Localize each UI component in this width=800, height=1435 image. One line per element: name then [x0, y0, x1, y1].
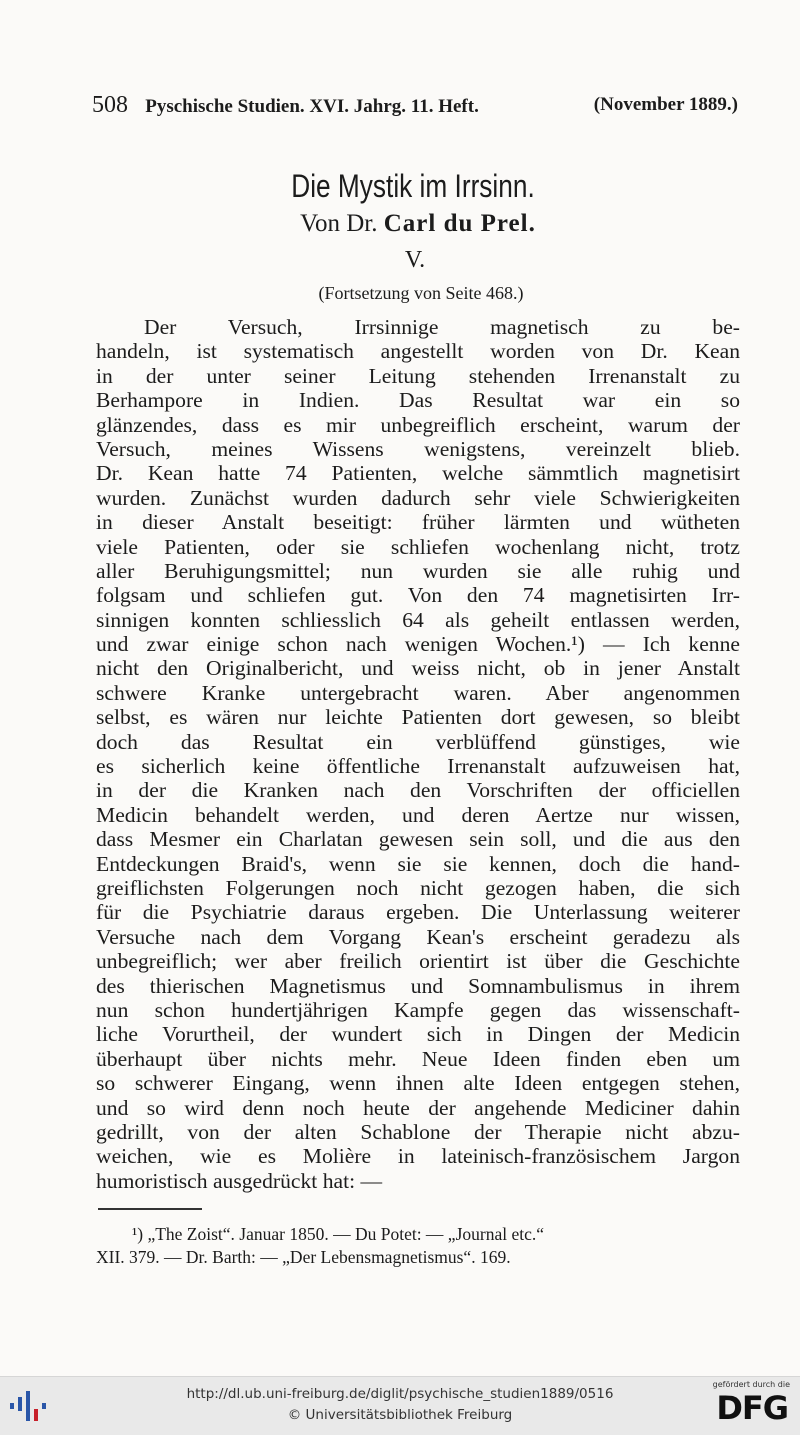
- body-line: selbst, es wären nur leichte Patienten dort gewesen, so bleibt: [96, 705, 740, 730]
- body-line: aller Beruhigungsmittel; nun wurden sie alle ruhig und: [96, 558, 740, 583]
- body-line: in der die Kranken nach den Vorschriften der officiellen: [96, 778, 740, 803]
- body-line: weichen, wie es Molière in lateinisch-französischem Jargon: [96, 1144, 740, 1169]
- body-line: für die Psychiatrie daraus ergeben. Die Unterlassung weiterer: [96, 900, 740, 925]
- body-line: doch das Resultat ein verblüffend günstiges, wie: [96, 729, 740, 754]
- body-line: wurden. Zunächst wurden dadurch sehr viele Schwierigkeiten: [96, 485, 740, 510]
- body-line: in dieser Anstalt beseitigt: früher lärmten und wütheten: [96, 510, 740, 535]
- article-title: Die Mystik im Irrsinn.: [291, 168, 535, 204]
- body-line: nun schon hundertjährigen Kampfe gegen das wissenschaft-: [96, 997, 740, 1022]
- body-line: Versuch, meines Wissens wenigstens, vereinzelt blieb.: [96, 436, 740, 461]
- body-line: in der unter seiner Leitung stehenden Irrenanstalt zu: [96, 363, 740, 388]
- journal-title: Pyschische Studien. XVI. Jahrg. 11. Heft.: [145, 96, 479, 117]
- page-url-link[interactable]: http://dl.ub.uni-freiburg.de/diglit/psychische_studien1889/0516: [186, 1386, 614, 1402]
- body-line: glänzendes, dass es mir unbegreiflich erscheint, warum der: [96, 412, 740, 437]
- body-line: handeln, ist systematisch angestellt worden von Dr. Kean: [96, 339, 740, 364]
- body-line: liche Vorurtheil, der wundert sich in Dingen der Medicin: [96, 1022, 740, 1047]
- section-number: V.: [404, 247, 426, 273]
- body-line: und so wird denn noch heute der angehende Mediciner dahin: [96, 1095, 740, 1120]
- body-line: Medicin behandelt werden, und deren Aertze nur wissen,: [96, 802, 740, 827]
- body-line: viele Patienten, oder sie schliefen wochenlang nicht, trotz: [96, 534, 740, 559]
- body-line: des thierischen Magnetismus und Somnambulismus in ihrem: [96, 973, 740, 998]
- author-name: Carl du Prel.: [383, 210, 536, 237]
- body-line: Entdeckungen Braid's, wenn sie sie kennen, doch die hand-: [96, 851, 740, 876]
- issue-date: (November 1889.): [593, 94, 738, 115]
- running-header: [92, 92, 738, 126]
- footnote-line-2: XII. 379. — Dr. Barth: — „Der Lebensmagnetismus“. 169.: [96, 1247, 511, 1267]
- body-line: folgsam und schliefen gut. Von den 74 magnetisirten Irr-: [96, 583, 740, 608]
- article-body: [96, 315, 740, 1193]
- body-line: es sicherlich keine öffentliche Irrenanstalt aufzuweisen hat,: [96, 754, 740, 779]
- body-line: schwere Kranke untergebracht waren. Aber angenommen: [96, 680, 740, 705]
- article-author: [0, 210, 800, 238]
- continuation-note: (Fortsetzung von Seite 468.): [318, 283, 524, 303]
- body-line: Berhampore in Indien. Das Resultat war ein so: [96, 388, 740, 413]
- body-line: überhaupt über nichts mehr. Neue Ideen finden eben um: [96, 1046, 740, 1071]
- body-line: humoristisch ausgedrückt hat: —: [96, 1168, 383, 1193]
- footnote-line-1: ¹) „The Zoist“. Januar 1850. — Du Potet: — „Journal etc.“: [132, 1224, 545, 1244]
- body-line: so schwerer Eingang, wenn ihnen alte Ideen entgegen stehen,: [96, 1071, 740, 1096]
- body-line: Versuche nach dem Vorgang Kean's erscheint geradezu als: [96, 924, 740, 949]
- sponsor-note: gefördert durch die: [712, 1380, 790, 1389]
- body-line: dass Mesmer ein Charlatan gewesen sein soll, und die aus den: [96, 827, 740, 852]
- body-line: greiflichsten Folgerungen noch nicht gezogen haben, die sich: [96, 875, 740, 900]
- body-line: Der Versuch, Irrsinnige magnetisch zu be-: [144, 315, 740, 339]
- body-line: sinnigen konnten schliesslich 64 als geheilt entlassen werden,: [96, 607, 740, 632]
- page-number: 508: [92, 92, 128, 118]
- viewer-footer: [0, 1376, 800, 1435]
- dfg-logo: DFG: [716, 1389, 788, 1427]
- body-line: unbegreiflich; wer aber freilich orientirt ist über die Geschichte: [96, 949, 740, 974]
- footnote-rule: [98, 1208, 202, 1210]
- body-line: Dr. Kean hatte 74 Patienten, welche sämmtlich magnetisirt: [96, 461, 740, 486]
- body-line: und zwar einige schon nach wenigen Wochen.¹) — Ich kenne: [96, 632, 740, 657]
- author-prefix: Von Dr.: [300, 210, 378, 237]
- body-line: gedrillt, von der alten Schablone der Therapie nicht abzu-: [96, 1119, 740, 1144]
- body-line: nicht den Originalbericht, und weiss nicht, ob in jener Anstalt: [96, 656, 740, 681]
- copyright-text: © Universitätsbibliothek Freiburg: [287, 1407, 513, 1423]
